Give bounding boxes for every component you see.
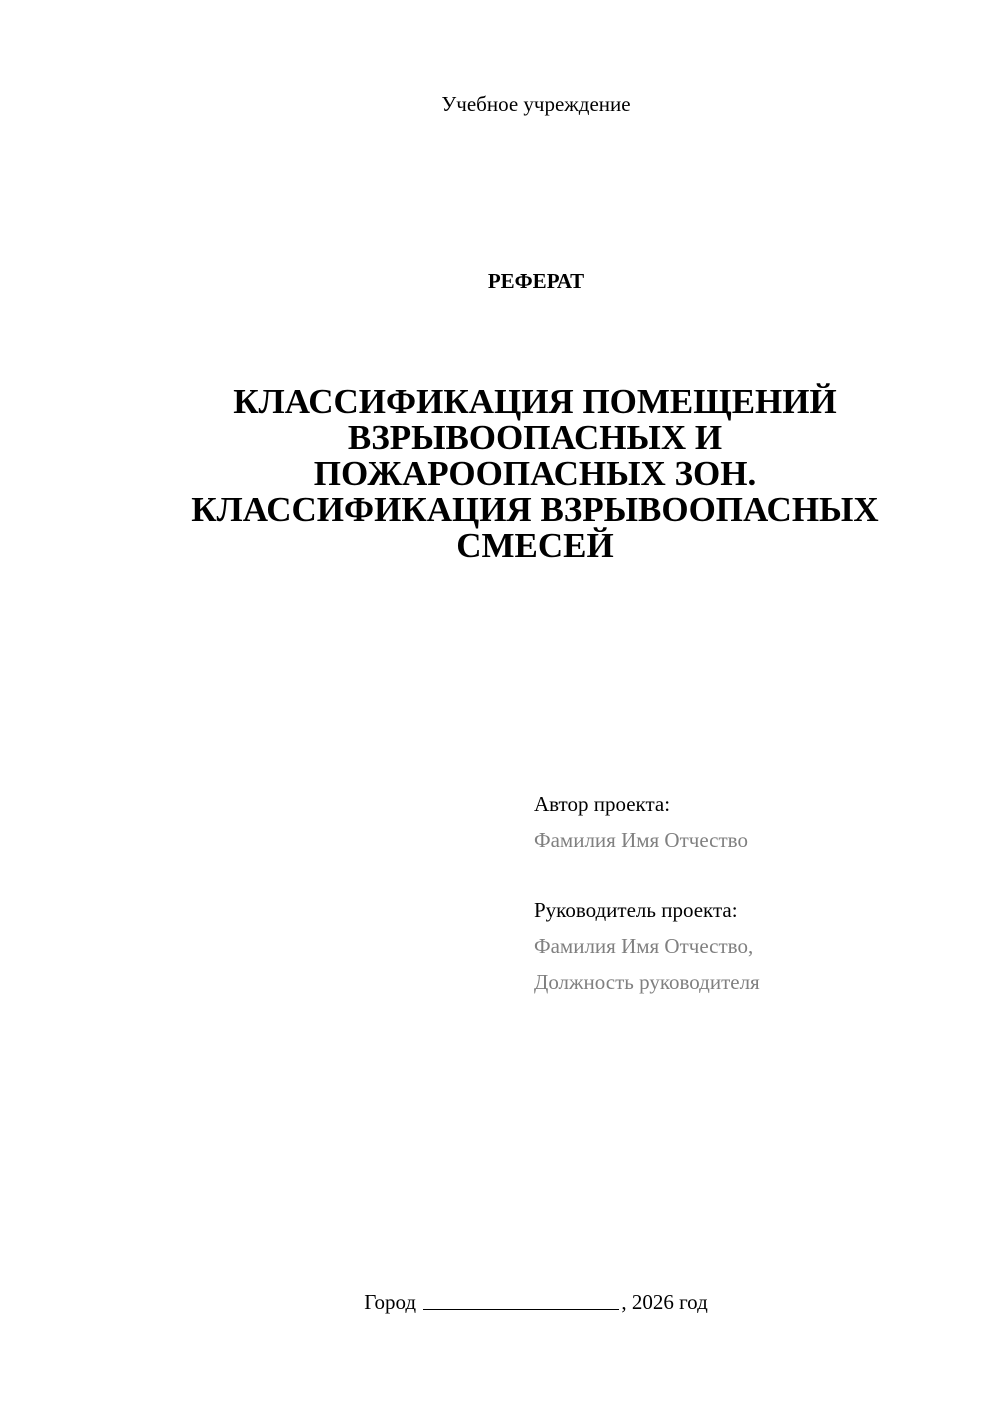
- institution-name: Учебное учреждение: [441, 92, 631, 116]
- supervisor-block: [534, 892, 974, 1000]
- title-line: КЛАССИФИКАЦИЯ ПОМЕЩЕНИЙ: [233, 382, 837, 421]
- author-label: Автор проекта:: [534, 792, 671, 816]
- city-label: Город: [364, 1290, 417, 1314]
- document-type: РЕФЕРАТ: [487, 269, 585, 293]
- supervisor-position: Должность руководителя: [534, 970, 760, 994]
- author-block: [534, 786, 974, 858]
- title-line: КЛАССИФИКАЦИЯ ВЗРЫВООПАСНЫХ: [191, 490, 879, 529]
- city-year-line: [0, 1290, 1000, 1315]
- author-name: Фамилия Имя Отчество: [534, 828, 748, 852]
- document-title: [130, 384, 940, 564]
- supervisor-label: Руководитель проекта:: [534, 898, 738, 922]
- title-line: СМЕСЕЙ: [456, 526, 614, 565]
- supervisor-name: Фамилия Имя Отчество,: [534, 934, 754, 958]
- city-blank-line: [423, 1308, 619, 1310]
- year-text: , 2026 год: [621, 1290, 708, 1314]
- title-line: ВЗРЫВООПАСНЫХ И: [347, 418, 723, 457]
- title-line: ПОЖАРООПАСНЫХ ЗОН.: [313, 454, 757, 493]
